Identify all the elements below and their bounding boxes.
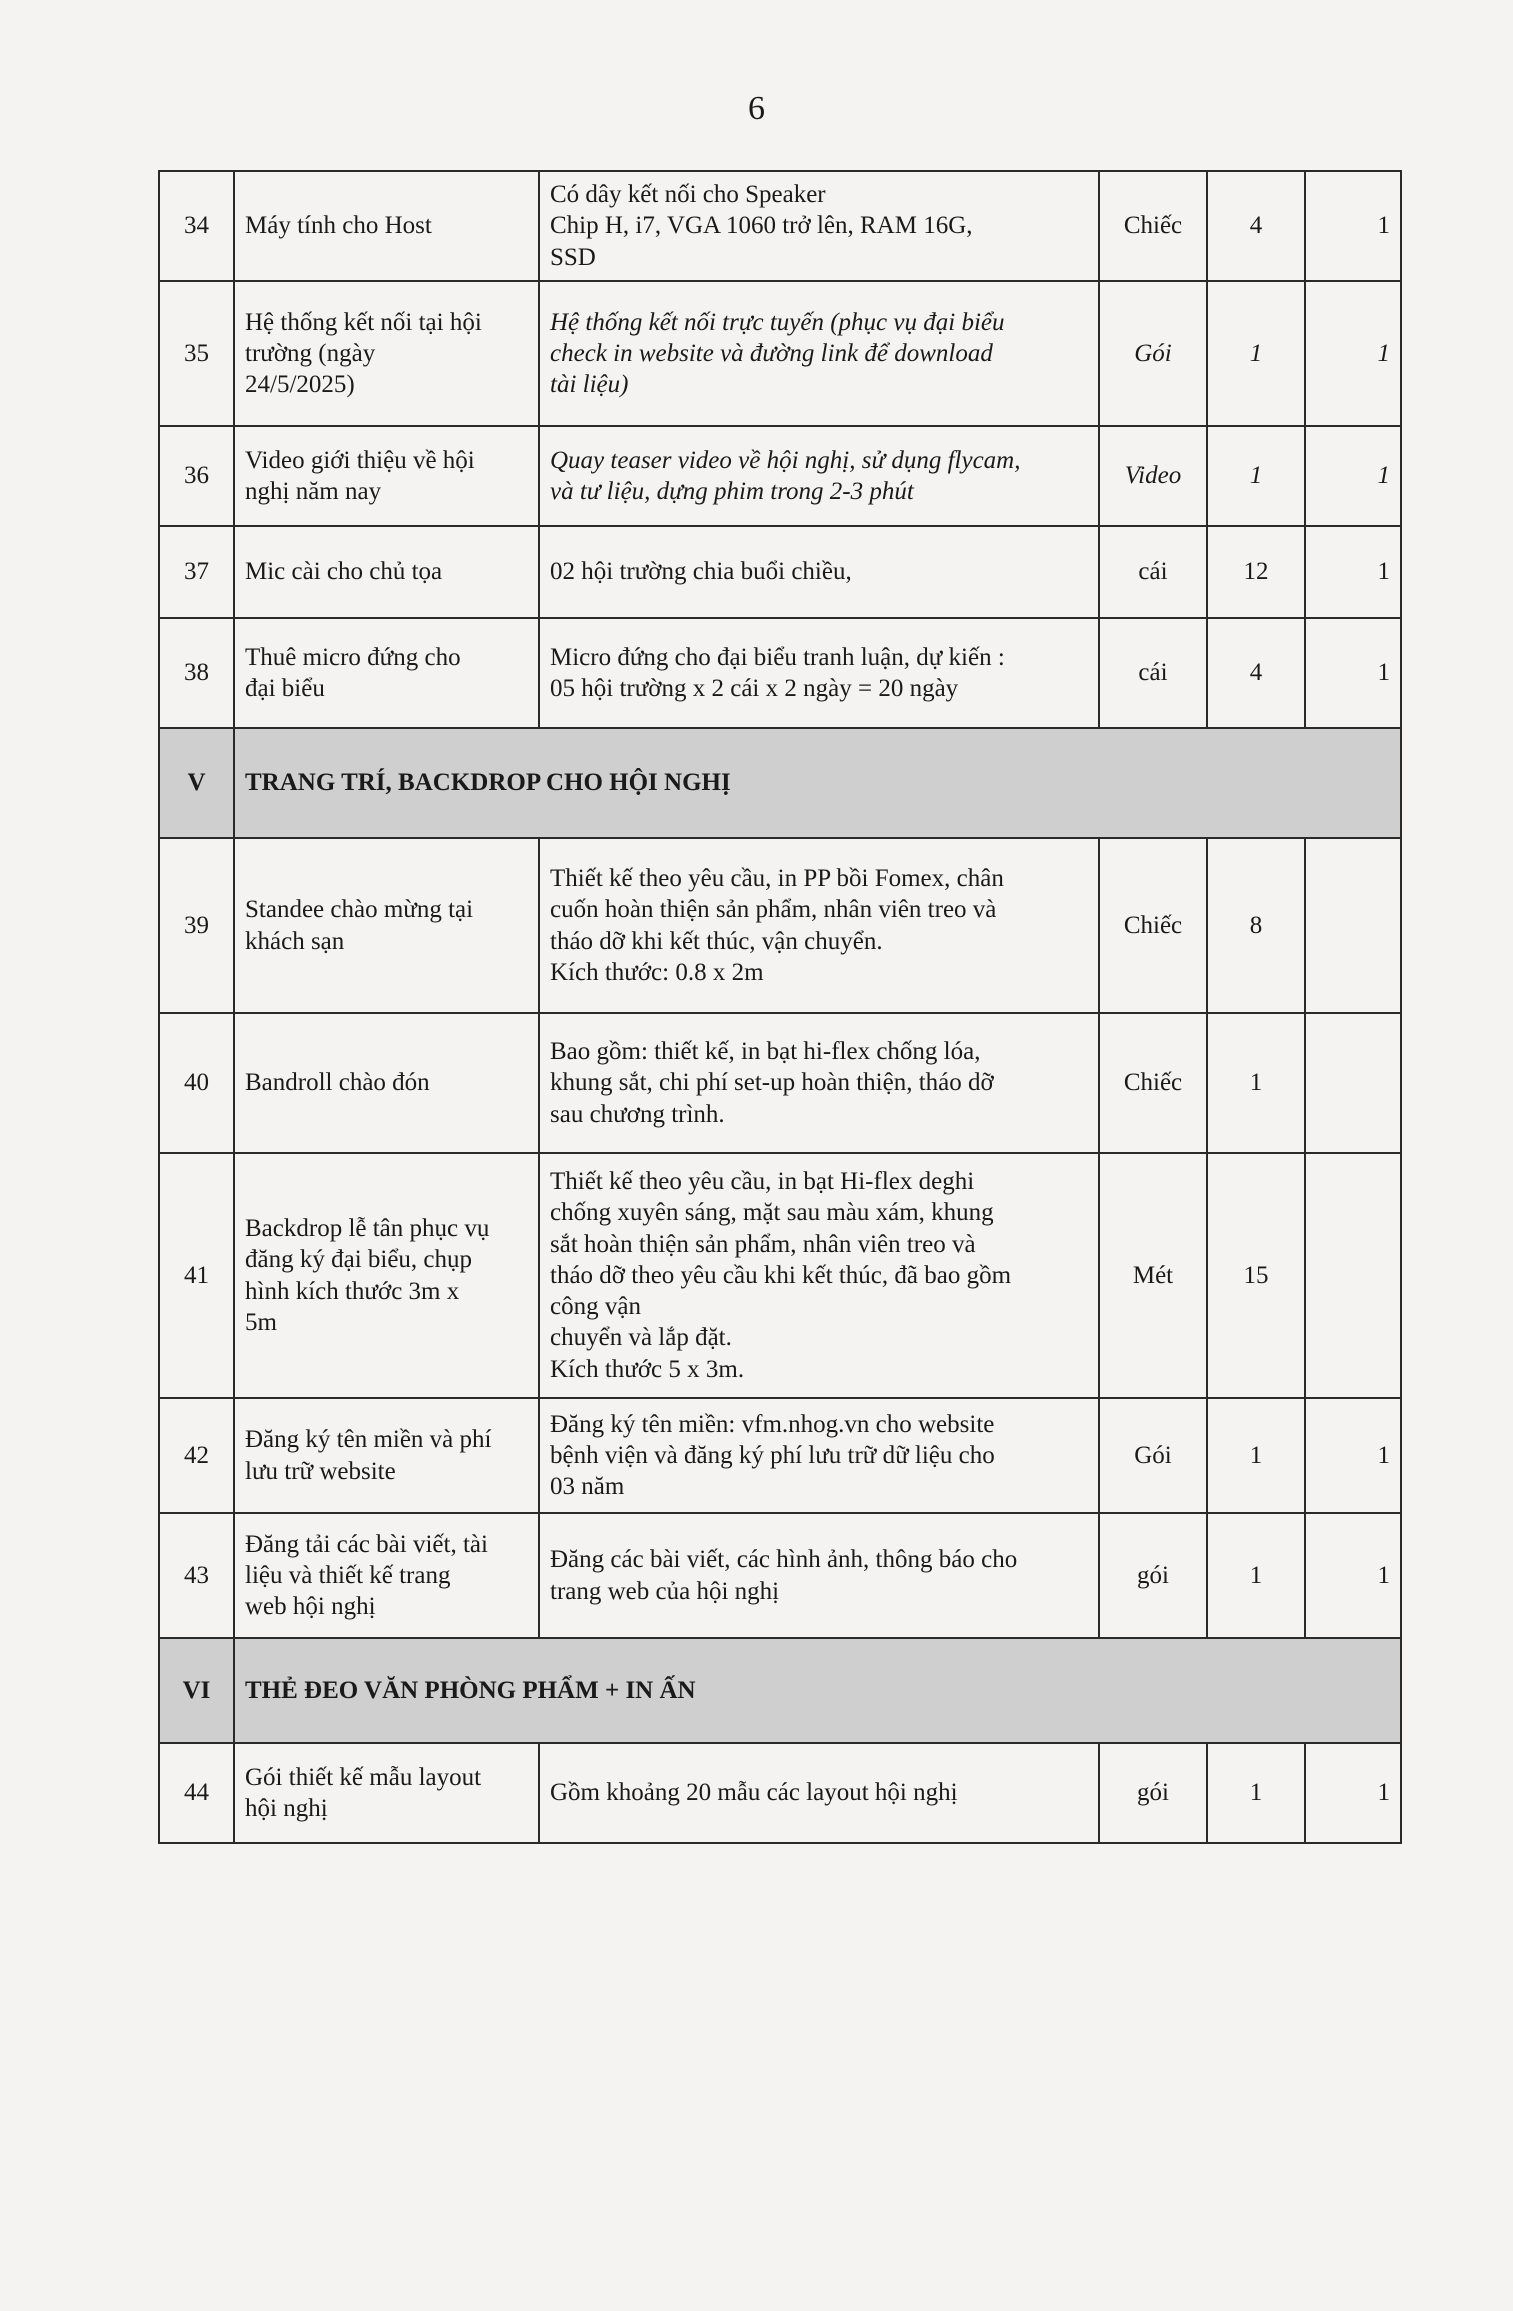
item-unit: Chiếc <box>1099 1013 1207 1153</box>
item-description-line: Kích thước 5 x 3m. <box>550 1355 745 1383</box>
item-unit: Gói <box>1099 281 1207 426</box>
item-quantity: 1 <box>1207 1398 1305 1513</box>
item-name-line: trường (ngày <box>245 339 376 367</box>
item-unit: Video <box>1099 426 1207 526</box>
item-quantity: 1 <box>1207 426 1305 526</box>
table-body <box>159 171 1401 1843</box>
item-name <box>234 281 539 426</box>
item-days: 1 <box>1305 281 1401 426</box>
item-name-line: Standee chào mừng tại <box>245 896 474 924</box>
item-name-line: Máy tính cho Host <box>245 212 432 240</box>
row-number: 40 <box>159 1013 234 1153</box>
row-number: 37 <box>159 526 234 618</box>
item-name-line: hình kích thước 3m x <box>245 1277 460 1305</box>
item-name <box>234 1743 539 1843</box>
row-number: 36 <box>159 426 234 526</box>
item-description <box>539 171 1099 281</box>
row-number: 43 <box>159 1513 234 1638</box>
item-description-line: chuyển và lắp đặt. <box>550 1324 732 1352</box>
item-description <box>539 526 1099 618</box>
item-name-line: Đăng ký tên miền và phí <box>245 1426 492 1454</box>
item-description-line: Chip H, i7, VGA 1060 trở lên, RAM 16G, <box>550 212 973 240</box>
item-name-line: 24/5/2025) <box>245 371 355 399</box>
item-description-line: 05 hội trường x 2 cái x 2 ngày = 20 ngày <box>550 675 959 702</box>
section-number: VI <box>159 1638 234 1743</box>
item-name <box>234 1013 539 1153</box>
item-unit: Chiếc <box>1099 838 1207 1013</box>
item-description <box>539 281 1099 426</box>
item-description <box>539 618 1099 728</box>
item-description-line: khung sắt, chi phí set-up hoàn thiện, tháo dỡ <box>550 1069 994 1097</box>
item-description-line: cuốn hoàn thiện sản phẩm, nhân viên treo và <box>550 896 997 924</box>
item-days: 1 <box>1305 1743 1401 1843</box>
item-description-line: tháo dỡ khi kết thúc, vận chuyển. <box>550 927 883 955</box>
item-days: 1 <box>1305 526 1401 618</box>
item-description-line: bệnh viện và đăng ký phí lưu trữ dữ liệu cho <box>550 1441 995 1469</box>
item-description-line: Có dây kết nối cho Speaker <box>550 181 826 209</box>
table-row <box>159 171 1401 281</box>
row-number: 41 <box>159 1153 234 1398</box>
item-quantity: 1 <box>1207 281 1305 426</box>
item-description-line: Đăng ký tên miền: vfm.nhog.vn cho website <box>550 1410 995 1438</box>
row-number: 35 <box>159 281 234 426</box>
item-description-line: Micro đứng cho đại biểu tranh luận, dự kiến : <box>550 643 1005 671</box>
item-description <box>539 1743 1099 1843</box>
item-name <box>234 1153 539 1398</box>
item-description-line: Kích thước: 0.8 x 2m <box>550 958 764 986</box>
item-unit: Gói <box>1099 1398 1207 1513</box>
table-row <box>159 1153 1401 1398</box>
item-name-line: Bandroll chào đón <box>245 1069 430 1097</box>
item-description-line: Thiết kế theo yêu cầu, in PP bồi Fomex, chân <box>550 865 1004 892</box>
item-days: 1 <box>1305 171 1401 281</box>
item-quantity: 8 <box>1207 838 1305 1013</box>
item-description <box>539 426 1099 526</box>
item-description-line: chống xuyên sáng, mặt sau màu xám, khung <box>550 1199 994 1227</box>
item-name-line: Mic cài cho chủ tọa <box>245 558 443 586</box>
item-name-line: liệu và thiết kế trang <box>245 1561 451 1589</box>
item-unit: Chiếc <box>1099 171 1207 281</box>
item-name-line: Hệ thống kết nối tại hội <box>245 308 482 336</box>
section-row <box>159 1638 1401 1743</box>
item-days <box>1305 1013 1401 1153</box>
section-title: TRANG TRÍ, BACKDROP CHO HỘI NGHỊ <box>234 728 1401 838</box>
section-number: V <box>159 728 234 838</box>
item-name-line: nghị năm nay <box>245 478 382 505</box>
row-number: 38 <box>159 618 234 728</box>
item-description <box>539 1398 1099 1513</box>
item-name <box>234 1513 539 1638</box>
table-row <box>159 526 1401 618</box>
item-description <box>539 1513 1099 1638</box>
item-description-line: tài liệu) <box>550 371 629 399</box>
item-name-line: đăng ký đại biểu, chụp <box>245 1246 473 1274</box>
item-description <box>539 1013 1099 1153</box>
item-description-line: Quay teaser video về hội nghị, sử dụng flycam, <box>550 446 1021 474</box>
item-days: 1 <box>1305 426 1401 526</box>
item-description-line: SSD <box>550 243 596 271</box>
row-number: 42 <box>159 1398 234 1513</box>
item-days: 1 <box>1305 618 1401 728</box>
item-description-line: sau chương trình. <box>550 1100 725 1128</box>
item-description-line: trang web của hội nghị <box>550 1577 780 1605</box>
item-name-line: 5m <box>245 1308 277 1336</box>
item-quantity: 1 <box>1207 1743 1305 1843</box>
item-name <box>234 618 539 728</box>
item-description-line: Đăng các bài viết, các hình ảnh, thông báo cho <box>550 1546 1018 1574</box>
item-description-line: 02 hội trường chia buổi chiều, <box>550 558 852 586</box>
item-name-line: hội nghị <box>245 1795 328 1822</box>
item-description <box>539 838 1099 1013</box>
item-name-line: Backdrop lễ tân phục vụ <box>245 1215 490 1242</box>
item-days: 1 <box>1305 1398 1401 1513</box>
item-name <box>234 171 539 281</box>
item-description-line: công vận <box>550 1293 641 1321</box>
item-name <box>234 838 539 1013</box>
item-name-line: Đăng tải các bài viết, tài <box>245 1530 488 1558</box>
section-title: THẺ ĐEO VĂN PHÒNG PHẨM + IN ẤN <box>234 1638 1401 1743</box>
item-name-line: web hội nghị <box>245 1593 376 1621</box>
item-quantity: 4 <box>1207 171 1305 281</box>
item-unit: cái <box>1099 618 1207 728</box>
item-unit: gói <box>1099 1513 1207 1638</box>
item-name-line: Thuê micro đứng cho <box>245 643 461 671</box>
item-name <box>234 526 539 618</box>
item-description-line: tháo dỡ theo yêu cầu khi kết thúc, đã bao gồm <box>550 1261 1012 1289</box>
table-row <box>159 1398 1401 1513</box>
row-number: 39 <box>159 838 234 1013</box>
table-row <box>159 1743 1401 1843</box>
item-name-line: Gói thiết kế mẫu layout <box>245 1763 482 1791</box>
item-description-line: sắt hoàn thiện sản phẩm, nhân viên treo và <box>550 1230 976 1258</box>
row-number: 34 <box>159 171 234 281</box>
section-row <box>159 728 1401 838</box>
item-description-line: check in website và đường link để download <box>550 339 993 367</box>
item-description-line: Gồm khoảng 20 mẫu các layout hội nghị <box>550 1779 958 1807</box>
item-description <box>539 1153 1099 1398</box>
item-description-line: và tư liệu, dựng phim trong 2-3 phút <box>550 478 914 505</box>
table-row <box>159 1013 1401 1153</box>
item-name <box>234 426 539 526</box>
item-description-line: 03 năm <box>550 1473 625 1501</box>
item-unit: Mét <box>1099 1153 1207 1398</box>
item-description-line: Bao gồm: thiết kế, in bạt hi-flex chống lóa, <box>550 1038 981 1066</box>
item-unit: cái <box>1099 526 1207 618</box>
item-description-line: Hệ thống kết nối trực tuyến (phục vụ đại biểu <box>550 308 1005 336</box>
item-quantity: 1 <box>1207 1513 1305 1638</box>
page-number: 6 <box>748 90 765 127</box>
item-quantity: 4 <box>1207 618 1305 728</box>
row-number: 44 <box>159 1743 234 1843</box>
cost-table <box>158 170 1402 1844</box>
table-row <box>159 281 1401 426</box>
item-quantity: 1 <box>1207 1013 1305 1153</box>
table-row <box>159 838 1401 1013</box>
item-unit: gói <box>1099 1743 1207 1843</box>
item-days <box>1305 1153 1401 1398</box>
item-description-line: Thiết kế theo yêu cầu, in bạt Hi-flex deghi <box>550 1168 975 1196</box>
table-row <box>159 426 1401 526</box>
item-quantity: 15 <box>1207 1153 1305 1398</box>
table-row <box>159 618 1401 728</box>
item-name-line: Video giới thiệu về hội <box>245 446 475 474</box>
item-days <box>1305 838 1401 1013</box>
item-name-line: lưu trữ website <box>245 1457 396 1485</box>
item-quantity: 12 <box>1207 526 1305 618</box>
table-row <box>159 1513 1401 1638</box>
item-days: 1 <box>1305 1513 1401 1638</box>
item-name-line: đại biểu <box>245 675 325 702</box>
item-name <box>234 1398 539 1513</box>
item-name-line: khách sạn <box>245 927 345 955</box>
